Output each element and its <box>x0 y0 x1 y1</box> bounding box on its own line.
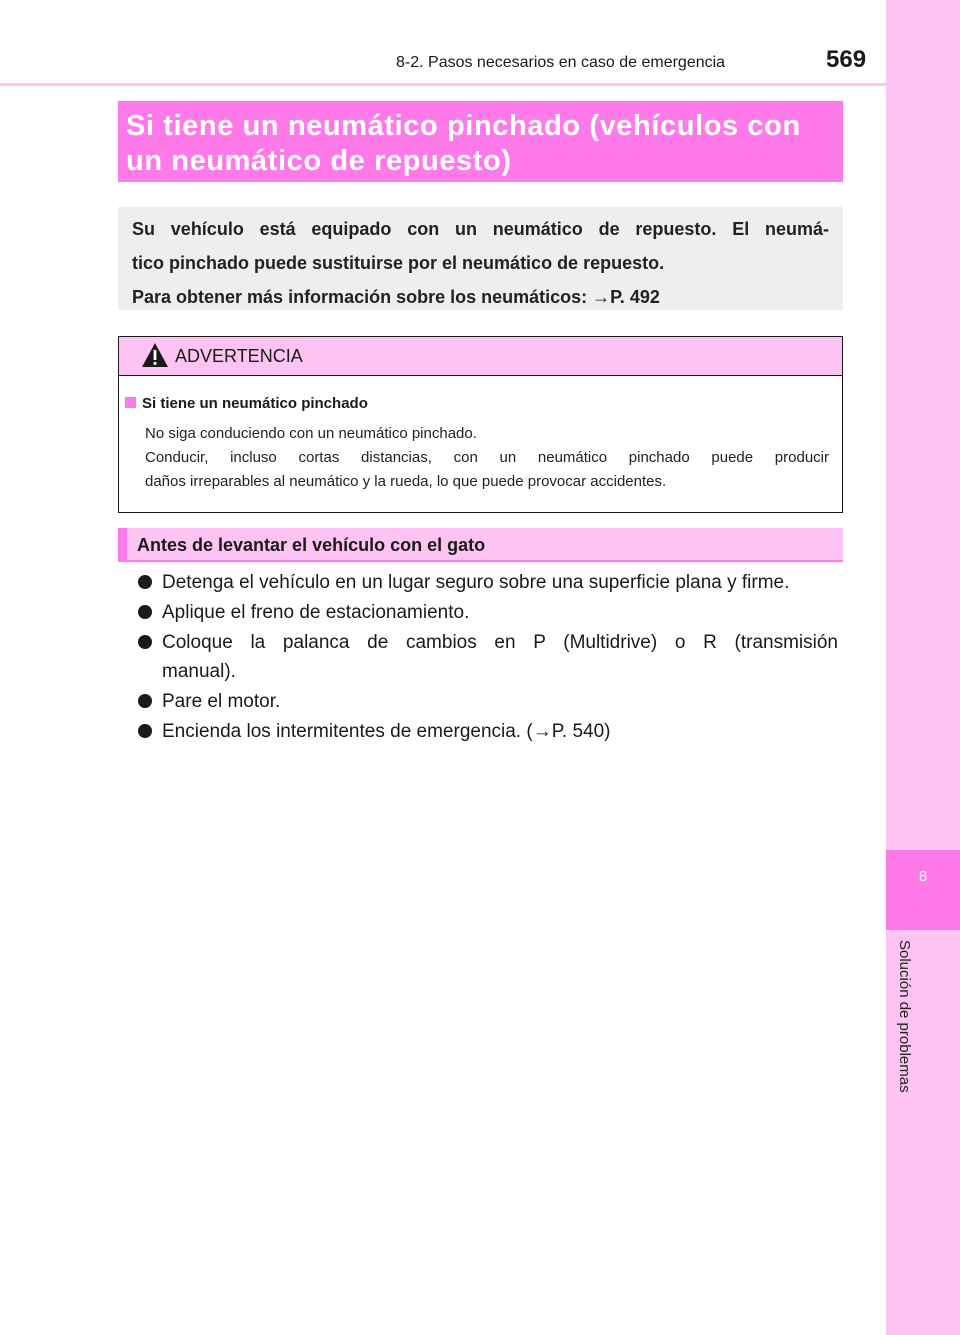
warning-text <box>145 422 829 494</box>
list-item-text: Coloque la palanca de cambios en P (Multidrive) o R (transmisión <box>162 632 838 653</box>
section-header: 8-2. Pasos necesarios en caso de emergencia <box>396 54 726 71</box>
page-title-line1: Si tiene un neumático pinchado (vehículos con <box>126 110 801 142</box>
intro-line3: Para obtener más información sobre los neumáticos: →P. 492 <box>132 287 660 307</box>
intro-box <box>118 207 843 310</box>
bullet-dot-icon <box>138 635 152 649</box>
list-item-text: Detenga el vehículo en un lugar seguro sobre una superficie plana y firme. <box>162 572 790 593</box>
warning-line2: Conducir, incluso cortas distancias, con un neumático pinchado puede producir <box>145 449 829 466</box>
list-item <box>136 687 838 716</box>
list-item-text: Aplique el freno de estacionamiento. <box>162 602 470 623</box>
chapter-number: 8 <box>918 868 928 885</box>
page-title <box>118 101 843 182</box>
warning-subtitle <box>125 395 368 412</box>
section-heading-text: Antes de levantar el vehículo con el gato <box>137 535 486 555</box>
intro-line2: tico pinchado puede sustituirse por el neumático de repuesto. <box>132 253 665 273</box>
list-item <box>136 717 838 746</box>
list-item-text-continued: manual). <box>162 661 236 682</box>
heading-accent-bar <box>118 528 127 560</box>
warning-line1: No siga conduciendo con un neumático pinchado. <box>145 425 477 442</box>
warning-triangle-icon <box>141 342 169 368</box>
intro-line1: Su vehículo está equipado con un neumático de repuesto. El neumá- <box>132 219 829 239</box>
header-divider <box>0 83 886 86</box>
chapter-side-tab <box>886 0 960 1335</box>
chapter-number-tab <box>886 850 960 930</box>
page-number: 569 <box>826 46 867 73</box>
bullet-list <box>136 568 838 747</box>
section-heading <box>118 528 843 562</box>
bullet-dot-icon <box>138 575 152 589</box>
warning-header <box>119 337 842 376</box>
warning-subtitle-text: Si tiene un neumático pinchado <box>142 395 368 412</box>
chapter-label: Solución de problemas <box>896 940 913 1093</box>
warning-label: ADVERTENCIA <box>175 346 303 366</box>
bullet-dot-icon <box>138 724 152 738</box>
warning-box <box>118 336 843 513</box>
list-item-text: Encienda los intermitentes de emergencia. (→P. 540) <box>162 721 611 742</box>
square-bullet-icon <box>125 397 136 408</box>
warning-line3: daños irreparables al neumático y la rueda, lo que puede provocar accidentes. <box>145 473 667 490</box>
list-item <box>136 628 838 686</box>
list-item <box>136 568 838 597</box>
bullet-dot-icon <box>138 694 152 708</box>
bullet-dot-icon <box>138 605 152 619</box>
page-title-line2: un neumático de repuesto) <box>126 145 512 177</box>
list-item-text: Pare el motor. <box>162 691 281 712</box>
list-item <box>136 598 838 627</box>
